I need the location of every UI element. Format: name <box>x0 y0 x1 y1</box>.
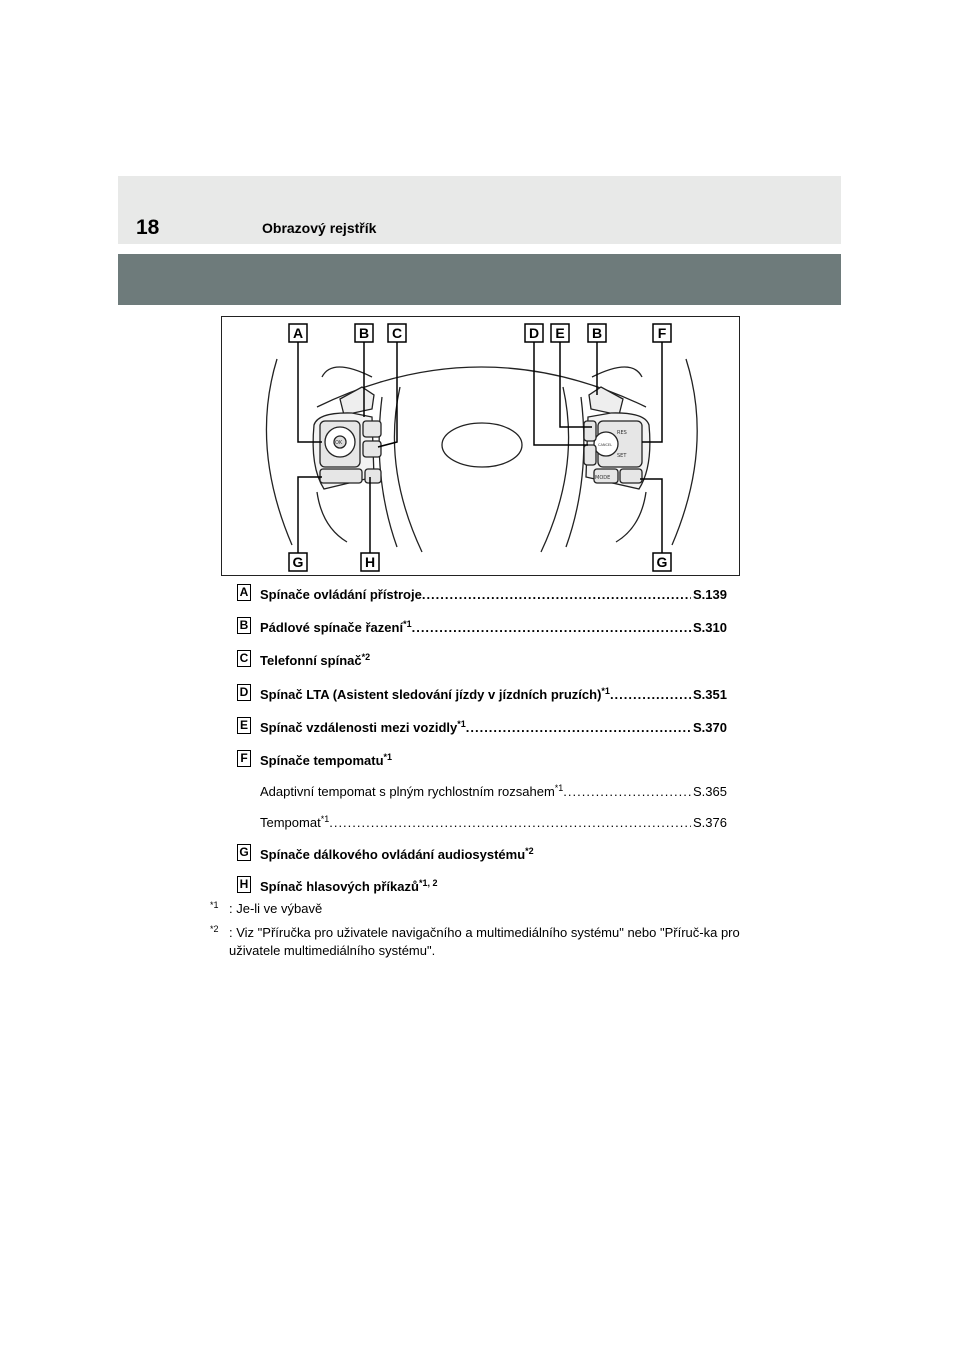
footnote-mark: *1 <box>210 900 219 910</box>
entry-text <box>260 620 727 635</box>
entry-label: Spínač LTA (Asistent sledování jízdy v jízdních pruzích)$^{*1}$ <box>260 687 610 702</box>
entry-label: Spínače dálkového ovládání audiosystému$^{*2}$ <box>260 847 534 862</box>
entry-badge: A <box>237 584 251 601</box>
page-reference: S.365 <box>693 784 727 799</box>
entry-text <box>260 653 727 668</box>
entry-label: Pádlové spínače řazení$^{*1}$ <box>260 620 412 635</box>
entry-footnote-mark: *1 <box>601 687 610 696</box>
entry-footnote-mark: *2 <box>361 653 371 662</box>
set-glyph: SET <box>617 453 627 459</box>
section-divider-bar <box>118 254 841 305</box>
page-reference: S.139 <box>693 587 727 602</box>
steering-wheel-drawing <box>222 317 741 577</box>
footnote <box>210 924 755 960</box>
entry-text <box>260 879 727 894</box>
leader-dots <box>422 587 691 602</box>
callout-h: H <box>364 554 376 570</box>
entry-text <box>260 784 727 799</box>
index-entry <box>237 584 727 606</box>
index-entry <box>237 750 727 772</box>
page-reference: S.351 <box>693 687 727 702</box>
footnote-mark: *2 <box>210 924 219 934</box>
cancel-glyph: CANCEL <box>598 443 613 447</box>
page-reference: S.370 <box>693 720 727 735</box>
callout-f: F <box>657 325 667 341</box>
steering-wheel-illustration <box>221 316 740 576</box>
entry-label: Telefonní spínač$^{*2}$ <box>260 653 371 668</box>
callout-e: E <box>555 325 565 341</box>
entry-badge: H <box>237 876 251 893</box>
index-entry <box>237 781 727 803</box>
res-glyph: RES <box>617 430 627 436</box>
entry-text <box>260 587 727 602</box>
callout-d: D <box>528 325 540 341</box>
entry-text <box>260 753 727 768</box>
entry-badge: B <box>237 617 251 634</box>
entry-footnote-mark: *2 <box>525 847 534 856</box>
ok-glyph: OK <box>335 440 343 446</box>
page-header <box>118 176 841 244</box>
entry-label: Spínač vzdálenosti mezi vozidly$^{*1}$ <box>260 720 466 735</box>
entry-badge: F <box>237 750 251 767</box>
leader-dots <box>466 720 691 735</box>
callout-b-right: B <box>591 325 603 341</box>
entry-label: Adaptivní tempomat s plným rychlostním rozsahem$^{*1}$ <box>260 784 564 799</box>
callout-g-right: G <box>656 554 668 570</box>
leader-dots <box>563 784 691 799</box>
index-entry <box>237 617 727 639</box>
index-entry <box>237 844 727 866</box>
entry-footnote-mark: *1 <box>457 720 466 729</box>
page-reference: S.310 <box>693 620 727 635</box>
entry-footnote-mark: *1 <box>554 784 564 793</box>
leader-dots <box>329 815 691 830</box>
index-entry <box>237 812 727 834</box>
entry-footnote-mark: *1 <box>403 620 412 629</box>
leader-dots <box>412 620 691 635</box>
callout-g: G <box>292 554 304 570</box>
entry-badge: G <box>237 844 251 861</box>
entry-badge: E <box>237 717 251 734</box>
entry-label: Spínač hlasových příkazů$^{*1, 2}$ <box>260 879 438 894</box>
index-entry <box>237 650 727 672</box>
entry-footnote-mark: *1 <box>320 815 330 824</box>
footnote-text: : Je-li ve výbavě <box>229 901 323 916</box>
entry-badge: D <box>237 684 251 701</box>
index-entry <box>237 717 727 739</box>
entry-label: Spínače ovládání přístroje <box>260 587 422 602</box>
entry-footnote-mark: *1, 2 <box>418 879 438 888</box>
mode-glyph: MODE <box>595 475 611 481</box>
callout-b: B <box>358 325 370 341</box>
entry-text <box>260 720 727 735</box>
footnote-text: : Viz "Příručka pro uživatele navigačního a multimediálního systému" nebo "Příruč-ka pro uživatele multimediálního systému". <box>229 925 740 958</box>
entry-label: Tempomat$^{*1}$ <box>260 815 330 830</box>
entry-text <box>260 687 727 702</box>
callout-c: C <box>391 325 403 341</box>
entry-badge: C <box>237 650 251 667</box>
section-title: Obrazový rejstřík <box>262 220 377 236</box>
entry-text <box>260 847 727 862</box>
entry-text <box>260 815 727 830</box>
callout-a: A <box>292 325 304 341</box>
page-reference: S.376 <box>693 815 727 830</box>
entry-label: Spínače tempomatu$^{*1}$ <box>260 753 393 768</box>
page-number: 18 <box>136 216 160 239</box>
index-entry <box>237 684 727 706</box>
entry-footnote-mark: *1 <box>383 753 393 762</box>
leader-dots <box>610 687 691 702</box>
footnote <box>210 900 755 918</box>
index-entry <box>237 876 727 898</box>
